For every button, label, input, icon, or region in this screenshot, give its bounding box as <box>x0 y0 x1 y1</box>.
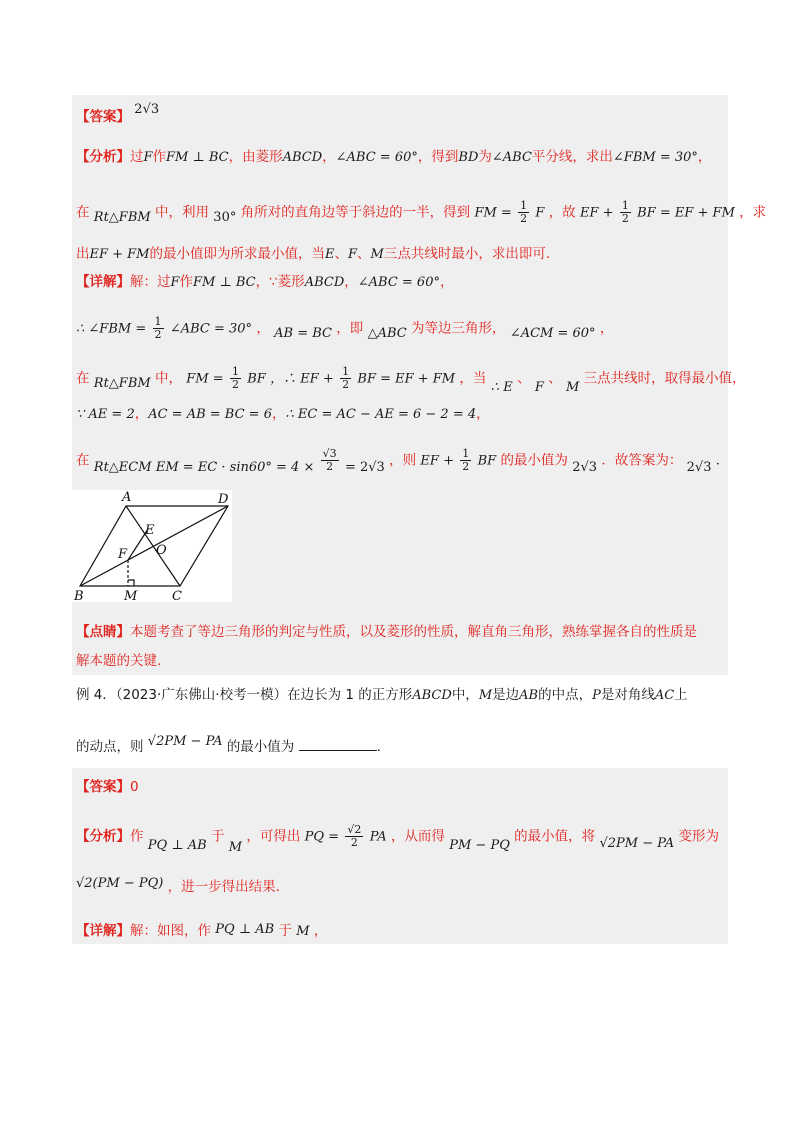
text-seg: 三点共线时最小，求出即可. <box>383 246 551 262</box>
text-seg: 的最小值，将 <box>514 828 596 845</box>
label-o: O <box>156 543 167 558</box>
analysis-label: 【分析】 <box>76 149 130 165</box>
text-seg: 的中点， <box>538 687 593 703</box>
text-seg: 变形为 <box>678 828 719 845</box>
text-seg: 过 <box>130 149 144 165</box>
text-seg: ，故 <box>548 204 576 221</box>
label-m: M <box>124 589 138 602</box>
text-seg: 的最小值为 <box>226 739 295 755</box>
text-seg: 角所对的直角边等于斜边的一半，得到 <box>240 204 471 221</box>
math-seg: ∵ AE = 2 <box>76 407 135 422</box>
text-seg: ， <box>134 406 149 422</box>
text-seg: 、 <box>334 246 348 262</box>
math-seg: . <box>715 453 720 469</box>
text-seg: 上 <box>674 687 688 703</box>
label-b: B <box>74 589 84 602</box>
text-seg: 平分线，求出 <box>531 149 613 165</box>
math-seg: EF + <box>580 205 614 221</box>
math-seg: ∠ACM = 60° <box>509 325 596 341</box>
text-seg: 出 <box>76 246 90 262</box>
math-seg: E <box>325 247 335 262</box>
answer-blank <box>299 738 377 751</box>
text-seg: ， <box>313 923 328 939</box>
math-seg: BD <box>458 150 479 165</box>
math-seg: 2√3 <box>572 459 598 475</box>
math-seg: PQ = <box>304 829 340 845</box>
math-seg: ∴ EC = AC − AE = 6 − 2 = 4 <box>285 407 477 422</box>
math-seg: Rt△FBM <box>93 209 151 225</box>
text-seg: ， <box>476 406 490 422</box>
math-seg: PA <box>369 829 387 845</box>
fraction: $\frac{1}{2}$ <box>621 199 629 225</box>
ex4-analysis-line-1 <box>76 823 719 855</box>
rhombus-figure <box>72 490 232 602</box>
answer-label: 【答案】 <box>76 109 130 125</box>
text-seg: ， <box>256 320 270 337</box>
answer-value: 2√3 <box>134 102 160 117</box>
math-seg: ∠ABC = 60° <box>357 275 440 290</box>
math-seg: EF + FM <box>89 247 150 262</box>
text-seg: 于 <box>210 828 225 845</box>
analysis-label: 【分析】 <box>76 828 130 845</box>
text-seg: 为 <box>478 149 492 165</box>
text-seg: 的动点，则 <box>76 739 144 755</box>
label-d: D <box>218 492 229 507</box>
math-seg: √2(PM − PQ) <box>76 876 164 891</box>
math-seg: Rt△ECM <box>93 459 152 475</box>
text-seg: 于 <box>278 923 292 939</box>
math-seg: BF = EF + FM <box>357 371 456 387</box>
ex4-answer-line <box>76 778 139 796</box>
diagonal-bd <box>80 506 228 586</box>
math-seg: BF <box>247 371 266 387</box>
fraction: $\frac{1}{2}$ <box>231 365 239 391</box>
rhombus-diagram <box>72 490 232 602</box>
math-seg: FM = <box>186 371 224 387</box>
text-seg: ，从而得 <box>390 828 445 845</box>
math-seg: FM ⊥ BC <box>193 275 256 290</box>
math-seg: ∴ <box>490 379 499 395</box>
math-seg: F <box>534 379 544 395</box>
math-seg: 2√3 <box>686 459 712 475</box>
text-seg: ，∵菱形 <box>255 274 305 290</box>
math-seg: △ABC <box>367 325 407 341</box>
text-seg: ．故答案为： <box>601 452 683 469</box>
text-seg: ， <box>271 406 286 422</box>
math-seg: P <box>592 688 601 703</box>
math-seg: M <box>566 379 580 395</box>
math-seg: EF + <box>420 453 454 469</box>
fraction: $\frac{1}{2}$ <box>154 315 162 341</box>
text-seg: ，得到 <box>417 149 459 165</box>
comment-label: 【点睛】 <box>76 624 130 640</box>
text-seg: 在 <box>76 204 90 221</box>
math-seg: AB = BC <box>274 325 332 341</box>
text-seg: 作 <box>130 828 144 845</box>
math-seg: ∠ABC <box>491 150 532 165</box>
text-seg: ， <box>344 274 358 290</box>
math-seg: ABCD <box>412 688 452 703</box>
text-seg: ，当 <box>459 370 487 387</box>
detail-line-4 <box>76 405 490 424</box>
math-seg: ABCD <box>282 150 323 165</box>
math-seg: ∴ ∠FBM = <box>76 321 147 337</box>
math-seg: M <box>478 688 493 703</box>
text-seg: ， <box>599 320 614 337</box>
label-f: F <box>118 547 128 562</box>
math-seg: FM = <box>474 205 512 221</box>
math-seg: = 2√3 <box>344 459 385 475</box>
detail-label: 【详解】 <box>76 274 130 290</box>
text-seg: 的最小值即为所求最小值，当 <box>149 246 325 262</box>
ex4-question-line-2 <box>76 734 381 757</box>
math-seg: EM = EC · sin60° = 4 × <box>155 459 315 475</box>
fraction: $\frac{√2}{2}$ <box>347 823 362 849</box>
ex4-detail-line <box>76 922 327 941</box>
analysis-line-3-content <box>76 246 550 262</box>
example4-solution-block <box>72 768 728 944</box>
fraction: $\frac{√3}{2}$ <box>322 447 337 473</box>
math-seg: BF = EF + FM <box>637 205 735 221</box>
math-seg: Rt△FBM <box>93 375 151 391</box>
text-seg: 中， <box>155 370 182 387</box>
math-seg: BF <box>477 453 497 469</box>
detail-line-1 <box>76 273 453 292</box>
text-seg: ，由菱形 <box>228 149 283 165</box>
ex4-question-content <box>76 687 688 703</box>
analysis-line-3 <box>76 245 550 264</box>
detail-line-4-content <box>76 406 490 422</box>
text-seg: 三点共线时，取得最小值， <box>583 370 746 387</box>
fraction: $\frac{1}{2}$ <box>342 365 350 391</box>
text-seg: ，求 <box>739 204 767 221</box>
answer-value: 0 <box>130 779 139 795</box>
math-seg: M <box>370 247 384 262</box>
math-seg: AC = AB = BC = 6 <box>148 407 272 422</box>
math-seg: ABCD <box>304 275 345 290</box>
label-e: E <box>145 523 155 538</box>
text-seg: 解：过 <box>130 274 171 290</box>
text-seg: 例 4．（2023·广东佛山·校考一模）在边长为 1 的正方形 <box>76 687 413 703</box>
detail-label: 【详解】 <box>76 923 130 939</box>
math-seg: PM − PQ <box>449 837 510 853</box>
text-seg: 作 <box>152 149 167 165</box>
text-seg: 是边 <box>492 687 520 703</box>
text-seg: 中，利用 <box>155 204 209 221</box>
comment-text: 本题考查了等边三角形的判定与性质，以及菱形的性质，解直角三角形，熟练掌握各自的性质是 <box>130 624 697 640</box>
text-seg: 在 <box>76 370 90 387</box>
text-seg: 解：如图，作 <box>130 923 211 939</box>
text-seg: . <box>376 739 381 755</box>
math-seg: M <box>296 924 310 939</box>
text-seg: ，进一步得出结果. <box>167 879 280 895</box>
fraction: $\frac{1}{2}$ <box>462 447 470 473</box>
comment-line-2 <box>76 652 161 670</box>
text-seg: ， <box>322 149 336 165</box>
math-seg: 30° <box>213 209 237 225</box>
detail-line-5 <box>76 448 720 473</box>
fraction: $\frac{1}{2}$ <box>520 199 528 225</box>
math-seg: F <box>143 150 153 165</box>
label-c: C <box>172 589 182 602</box>
math-seg: PQ ⊥ AB <box>215 922 275 937</box>
math-seg: √2PM − PA <box>599 835 675 851</box>
analysis-line-1 <box>76 148 711 167</box>
math-seg: ，∴ EF + <box>270 371 334 387</box>
ex4-question-line-1 <box>76 686 688 705</box>
detail-line-2 <box>76 316 613 341</box>
comment-text: 解本题的关键. <box>76 653 162 669</box>
answer-label: 【答案】 <box>76 779 130 795</box>
math-seg: ∠ABC = 30° <box>169 321 253 337</box>
math-seg: √2PM − PA <box>147 734 223 749</box>
math-seg: F <box>535 205 545 221</box>
text-seg: 的最小值为 <box>500 452 568 469</box>
math-seg: F <box>170 275 180 290</box>
math-seg: AC <box>654 688 675 703</box>
text-seg: 、 <box>548 370 562 387</box>
math-seg: AB <box>519 688 539 703</box>
math-seg: PQ ⊥ AB <box>147 837 207 853</box>
text-seg: 在 <box>76 452 90 469</box>
right-angle-mark <box>128 580 134 586</box>
math-seg: ∠ABC = 60° <box>335 150 418 165</box>
analysis-line-2 <box>76 200 766 225</box>
text-seg: ， <box>439 274 454 290</box>
text-seg: 为等边三角形， <box>411 320 506 337</box>
text-seg: 、 <box>357 246 371 262</box>
ex4-analysis-line-2 <box>76 878 280 897</box>
analysis-line-1-content <box>130 149 711 165</box>
text-seg: 、 <box>517 370 531 387</box>
text-seg: 是对角线 <box>600 687 655 703</box>
detail-line-3 <box>76 365 746 395</box>
math-seg: E <box>503 379 513 395</box>
math-seg: M <box>228 839 243 855</box>
text-seg: ，即 <box>336 320 364 337</box>
answer-line <box>76 102 160 127</box>
math-seg: FM ⊥ BC <box>166 150 229 165</box>
text-seg: ， <box>697 149 712 165</box>
diagonal-ac <box>126 506 180 586</box>
math-seg: ∠FBM = 30° <box>612 150 698 165</box>
text-seg: ，则 <box>389 452 417 469</box>
text-seg: 作 <box>179 274 194 290</box>
label-a: A <box>122 490 132 505</box>
text-seg: 中， <box>451 687 479 703</box>
text-seg: ，可得出 <box>246 828 301 845</box>
comment-line-1 <box>76 623 697 641</box>
detail-line-1-content <box>130 274 453 290</box>
math-seg: F <box>348 247 358 262</box>
